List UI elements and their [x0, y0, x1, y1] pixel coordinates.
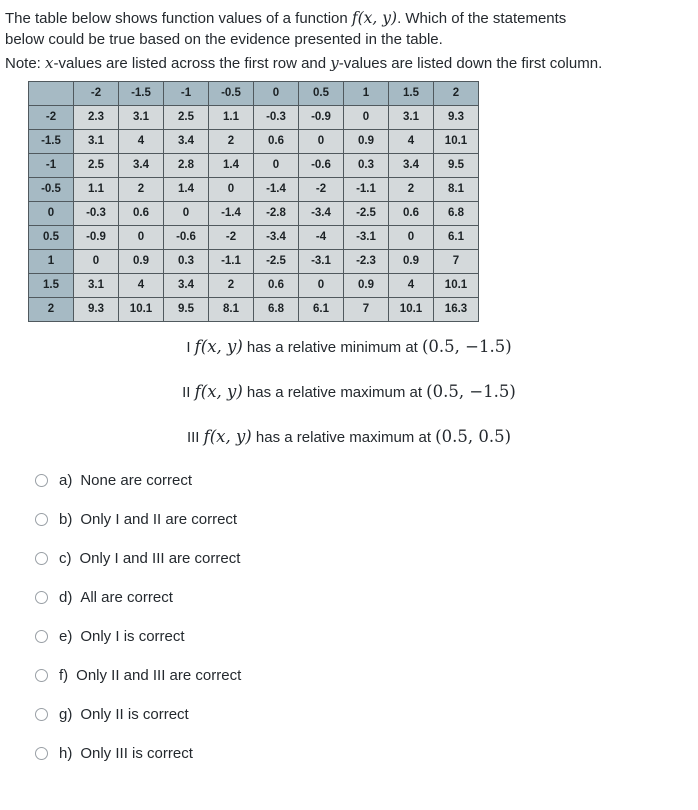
note-prefix: Note:: [5, 54, 46, 72]
value-cell: 4: [389, 129, 434, 153]
question-after-math: . Which of the statements below could be true based on the evidence presented in the table.: [5, 10, 567, 49]
value-cell: 0: [344, 105, 389, 129]
question-before-math: The table below shows function values of a function: [5, 10, 352, 27]
option-letter: f): [59, 667, 69, 685]
value-cell: 2.5: [74, 153, 119, 177]
value-cell: 4: [119, 273, 164, 297]
option-label: Only III is correct: [80, 745, 193, 763]
option-label: None are correct: [80, 472, 193, 490]
value-cell: 0.9: [389, 249, 434, 273]
option-label: All are correct: [80, 589, 173, 607]
value-cell: 7: [434, 249, 479, 273]
x-header-cell: -2: [74, 81, 119, 105]
value-cell: 7: [344, 297, 389, 321]
statement-function: f(x, y): [203, 426, 252, 446]
radio-button-icon[interactable]: [35, 708, 48, 721]
value-cell: 6.1: [434, 225, 479, 249]
y-header-cell: 0.5: [29, 225, 74, 249]
table-row: [29, 273, 479, 297]
value-cell: 1.1: [209, 105, 254, 129]
table-body: [29, 105, 479, 321]
options: [35, 471, 693, 764]
answer-option[interactable]: [35, 510, 693, 530]
table-row: [29, 153, 479, 177]
statement: [5, 381, 693, 404]
value-cell: -1.1: [209, 249, 254, 273]
value-cell: -2: [209, 225, 254, 249]
y-header-cell: -0.5: [29, 177, 74, 201]
value-cell: 0.3: [164, 249, 209, 273]
value-cell: 2.3: [74, 105, 119, 129]
statement-text: has a relative minimum at: [242, 338, 422, 356]
note-suffix: -values are listed down the first column.: [338, 54, 603, 72]
value-cell: -3.1: [344, 225, 389, 249]
x-header-cell: -0.5: [209, 81, 254, 105]
value-cell: 0.6: [389, 201, 434, 225]
value-cell: 0.6: [119, 201, 164, 225]
statement-function: f(x, y): [194, 336, 243, 356]
value-cell: 16.3: [434, 297, 479, 321]
statement-function: f(x, y): [194, 381, 243, 401]
statement-point: (0.5, −1.5): [422, 336, 512, 356]
answer-option[interactable]: [35, 744, 693, 764]
value-cell: 0: [209, 177, 254, 201]
value-cell: -2: [299, 177, 344, 201]
value-cell: 10.1: [389, 297, 434, 321]
value-cell: -0.9: [299, 105, 344, 129]
value-cell: 2.5: [164, 105, 209, 129]
value-cell: 3.4: [164, 129, 209, 153]
value-cell: 1.4: [209, 153, 254, 177]
x-header-cell: 1.5: [389, 81, 434, 105]
option-letter: b): [59, 511, 73, 529]
value-cell: -0.3: [254, 105, 299, 129]
option-letter: g): [59, 706, 73, 724]
math-x: x: [45, 53, 54, 72]
math-fxy: f(x, y): [351, 9, 398, 27]
statement-text: has a relative maximum at: [251, 428, 436, 446]
table-row: [29, 177, 479, 201]
x-header-cell: 0.5: [299, 81, 344, 105]
value-cell: 1.4: [164, 177, 209, 201]
value-cell: -0.6: [299, 153, 344, 177]
value-cell: 0: [164, 201, 209, 225]
value-cell: 9.3: [434, 105, 479, 129]
value-cell: 0.6: [254, 273, 299, 297]
note-middle: -values are listed across the first row and: [53, 54, 331, 72]
option-label: Only I and II are correct: [80, 511, 238, 529]
value-cell: 6.8: [434, 201, 479, 225]
option-letter: a): [59, 472, 73, 490]
table-header-row: [29, 81, 479, 105]
value-cell: 9.5: [164, 297, 209, 321]
value-cell: 4: [119, 129, 164, 153]
x-header-cell: -1: [164, 81, 209, 105]
value-cell: 3.1: [119, 105, 164, 129]
value-cell: 2: [119, 177, 164, 201]
value-cell: -2.8: [254, 201, 299, 225]
value-cell: -0.6: [164, 225, 209, 249]
radio-button-icon[interactable]: [35, 747, 48, 760]
value-cell: -1.4: [254, 177, 299, 201]
table-row: [29, 249, 479, 273]
value-cell: -3.1: [299, 249, 344, 273]
value-cell: 0: [254, 153, 299, 177]
value-cell: -1.1: [344, 177, 389, 201]
value-cell: 3.1: [389, 105, 434, 129]
note-text: [5, 53, 693, 74]
value-cell: 0: [389, 225, 434, 249]
answer-option[interactable]: [35, 549, 693, 569]
function-table: [28, 81, 479, 322]
y-header-cell: -2: [29, 105, 74, 129]
statement-numeral: II: [182, 383, 195, 401]
value-cell: -0.9: [74, 225, 119, 249]
value-cell: -2.5: [344, 201, 389, 225]
value-cell: 2: [209, 129, 254, 153]
option-letter: e): [59, 628, 73, 646]
radio-button-icon[interactable]: [35, 474, 48, 487]
value-cell: 4: [389, 273, 434, 297]
question-text: [5, 7, 605, 51]
value-cell: 2: [389, 177, 434, 201]
value-cell: 2.8: [164, 153, 209, 177]
table-row: [29, 225, 479, 249]
answer-option[interactable]: [35, 471, 693, 491]
x-header-cell: 2: [434, 81, 479, 105]
option-letter: h): [59, 745, 73, 763]
value-cell: 0.3: [344, 153, 389, 177]
statement-point: (0.5, −1.5): [426, 381, 516, 401]
value-cell: 0.9: [344, 273, 389, 297]
value-cell: 0: [299, 129, 344, 153]
statement: [5, 426, 693, 449]
y-header-cell: -1: [29, 153, 74, 177]
value-cell: -3.4: [254, 225, 299, 249]
option-label: Only II and III are correct: [76, 667, 242, 685]
table-row: [29, 105, 479, 129]
radio-button-icon[interactable]: [35, 552, 48, 565]
value-cell: -0.3: [74, 201, 119, 225]
value-cell: 9.5: [434, 153, 479, 177]
y-header-cell: 1: [29, 249, 74, 273]
value-cell: -2.3: [344, 249, 389, 273]
value-cell: -1.4: [209, 201, 254, 225]
option-label: Only II is correct: [80, 706, 189, 724]
y-header-cell: 1.5: [29, 273, 74, 297]
option-label: Only I and III are correct: [79, 550, 241, 568]
statement: [5, 336, 693, 359]
value-cell: 8.1: [434, 177, 479, 201]
value-cell: -3.4: [299, 201, 344, 225]
option-letter: d): [59, 589, 73, 607]
statement-point: (0.5, 0.5): [435, 426, 512, 446]
statement-text: has a relative maximum at: [242, 383, 427, 401]
value-cell: 1.1: [74, 177, 119, 201]
math-y: y: [330, 53, 339, 72]
value-cell: 0: [299, 273, 344, 297]
option-label: Only I is correct: [80, 628, 185, 646]
answer-option[interactable]: [35, 705, 693, 725]
option-letter: c): [59, 550, 72, 568]
value-cell: 3.1: [74, 129, 119, 153]
statements: [5, 336, 693, 449]
value-cell: 3.4: [389, 153, 434, 177]
y-header-cell: 2: [29, 297, 74, 321]
value-cell: 6.8: [254, 297, 299, 321]
value-cell: 10.1: [119, 297, 164, 321]
value-cell: 3.4: [119, 153, 164, 177]
value-cell: 9.3: [74, 297, 119, 321]
answer-option[interactable]: [35, 666, 693, 686]
value-cell: 10.1: [434, 273, 479, 297]
value-cell: 3.1: [74, 273, 119, 297]
value-cell: 2: [209, 273, 254, 297]
radio-button-icon[interactable]: [35, 669, 48, 682]
value-cell: 0: [74, 249, 119, 273]
value-cell: -4: [299, 225, 344, 249]
answer-option[interactable]: [35, 588, 693, 608]
radio-button-icon[interactable]: [35, 630, 48, 643]
value-cell: 0.9: [119, 249, 164, 273]
x-header-cell: -1.5: [119, 81, 164, 105]
y-header-cell: 0: [29, 201, 74, 225]
value-cell: 0.6: [254, 129, 299, 153]
value-cell: 6.1: [299, 297, 344, 321]
value-cell: 0.9: [344, 129, 389, 153]
answer-option[interactable]: [35, 627, 693, 647]
table-row: [29, 129, 479, 153]
value-cell: 8.1: [209, 297, 254, 321]
value-cell: 3.4: [164, 273, 209, 297]
statement-numeral: I: [186, 338, 195, 356]
table-row: [29, 201, 479, 225]
x-header-cell: 0: [254, 81, 299, 105]
value-cell: 0: [119, 225, 164, 249]
radio-button-icon[interactable]: [35, 591, 48, 604]
value-cell: -2.5: [254, 249, 299, 273]
radio-button-icon[interactable]: [35, 513, 48, 526]
corner-cell: [29, 81, 74, 105]
y-header-cell: -1.5: [29, 129, 74, 153]
table-row: [29, 297, 479, 321]
x-header-cell: 1: [344, 81, 389, 105]
value-cell: 10.1: [434, 129, 479, 153]
statement-numeral: III: [186, 428, 204, 446]
